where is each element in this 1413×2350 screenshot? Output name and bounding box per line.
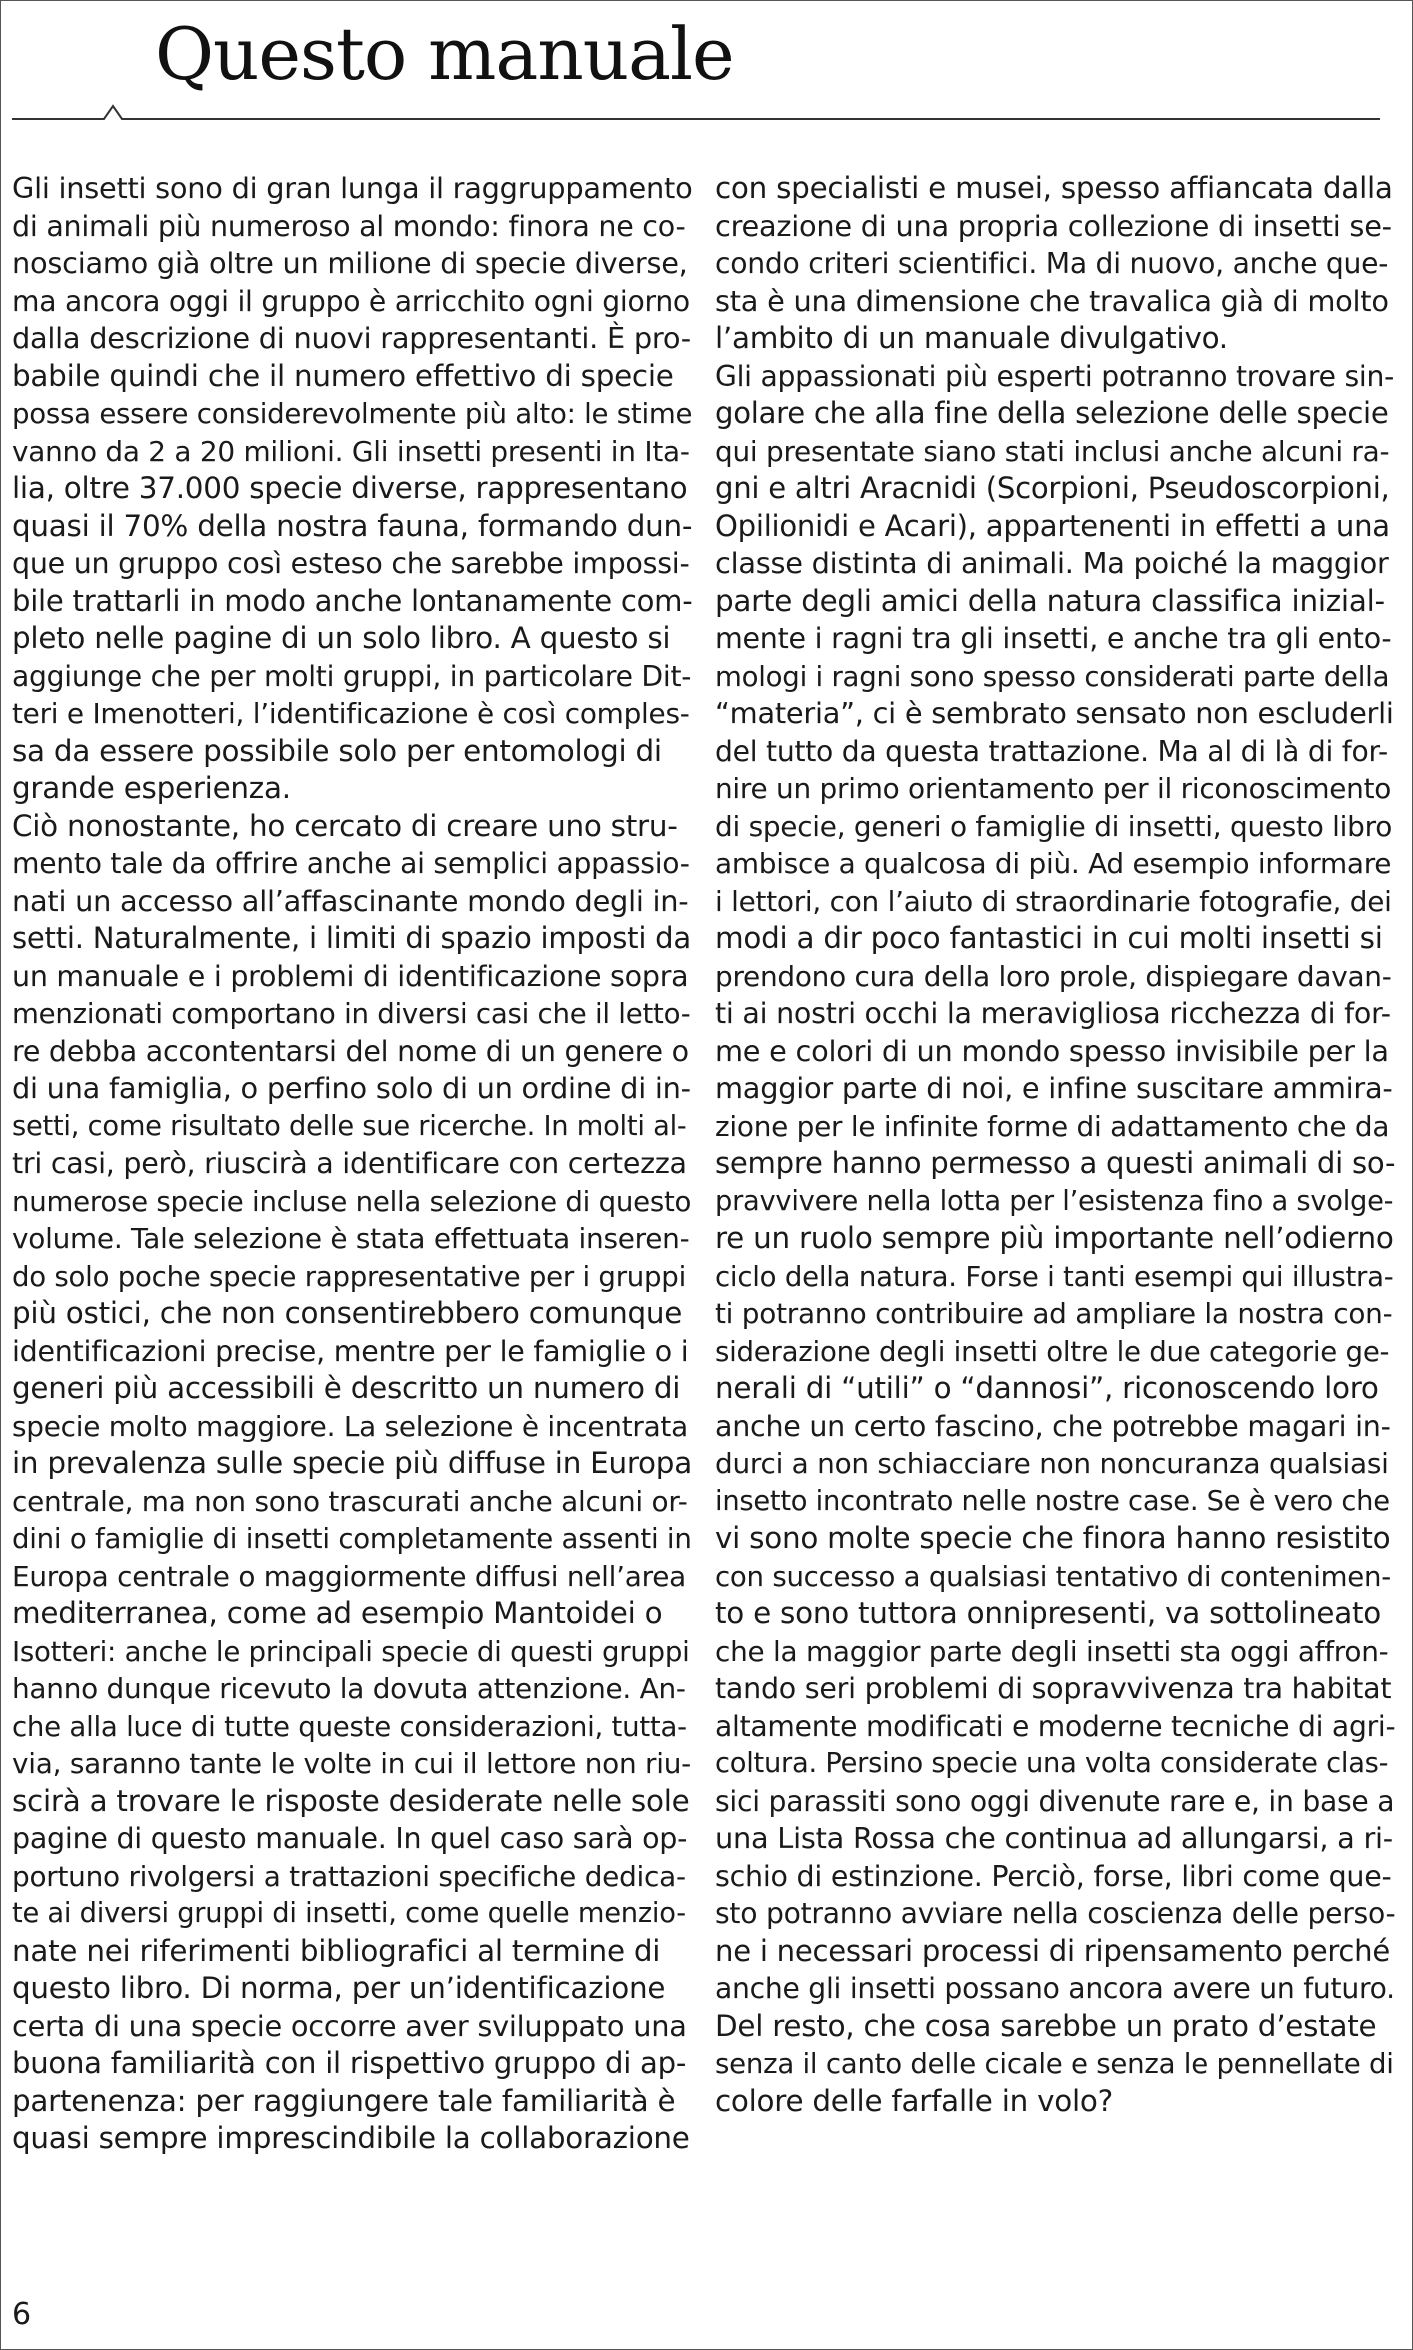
text-line: classe distinta di animali. Ma poiché la maggior: [715, 546, 1389, 580]
text-line: te ai diversi gruppi di insetti, come quelle menzio-: [12, 1898, 686, 1929]
text-line: bile trattarli in modo anche lontanamente com-: [12, 583, 693, 618]
text-line: Ciò nonostante, ho cercato di creare uno stru-: [12, 808, 678, 843]
text-line: tri casi, però, riuscirà a identificare con certezza: [12, 1147, 687, 1180]
text-line: re un ruolo sempre più importante nell’odierno: [715, 1221, 1394, 1255]
text-line: colore delle farfalle in volo?: [715, 2083, 1113, 2118]
text-line: sta è una dimensione che travalica già di molto: [715, 283, 1389, 318]
text-line: durci a non schiacciare non noncuranza qualsiasi: [715, 1447, 1389, 1480]
text-line: mologi i ragni sono spesso considerati parte della: [715, 659, 1390, 693]
text-line: Del resto, che cosa sarebbe un prato d’estate: [715, 2008, 1377, 2043]
text-line: via, saranno tante le volte in cui il lettore non riu-: [12, 1747, 691, 1780]
text-line: anche un certo fascino, che potrebbe magari in-: [715, 1409, 1391, 1443]
text-line: zione per le infinite forme di adattamento che da: [715, 1109, 1390, 1143]
text-line: sto potranno avviare nella coscienza delle perso-: [715, 1897, 1396, 1930]
text-line: mente i ragni tra gli insetti, e anche tra gli ento-: [715, 622, 1392, 655]
text-line: Opilionidi e Acari), appartenenti in effetti a una: [715, 508, 1390, 543]
text-line: una Lista Rossa che continua ad allungarsi, a ri-: [715, 1821, 1393, 1855]
text-line: i lettori, con l’aiuto di straordinarie fotografie, dei: [715, 884, 1392, 918]
text-line: grande esperienza.: [12, 771, 291, 805]
page-header: [0, 0, 1413, 140]
text-line: qui presentate siano stati inclusi anche alcuni ra-: [715, 434, 1390, 468]
text-line: hanno dunque ricevuto la dovuta attenzione. An-: [12, 1672, 686, 1705]
text-line: del tutto da questa trattazione. Ma al di là di for-: [715, 734, 1388, 768]
text-line: teri e Imenotteri, l’identificazione è così comples-: [12, 697, 690, 730]
text-line: schio di estinzione. Perciò, forse, libri come que-: [715, 1859, 1392, 1893]
text-line: di animali più numeroso al mondo: finora ne co-: [12, 209, 686, 243]
text-line: babile quindi che il numero effettivo di specie: [12, 358, 674, 393]
text-line: setti. Naturalmente, i limiti di spazio imposti da: [12, 921, 691, 955]
text-line: me e colori di un mondo spesso invisibile per la: [715, 1033, 1389, 1068]
text-line: con specialisti e musei, spesso affiancata dalla: [715, 171, 1393, 205]
text-line: vanno da 2 a 20 milioni. Gli insetti presenti in Ita-: [12, 434, 690, 468]
text-line: do solo poche specie rappresentative per i gruppi: [12, 1259, 686, 1293]
text-line: portuno rivolgersi a trattazioni specifiche dedica-: [12, 1859, 686, 1893]
text-column-right: [715, 170, 1395, 2120]
text-line: sa da essere possibile solo per entomologi di: [12, 733, 662, 768]
text-line: lia, oltre 37.000 specie diverse, rappresentano: [12, 471, 688, 505]
text-line: più ostici, che non consentirebbero comunque: [12, 1296, 683, 1330]
text-line: che la maggior parte degli insetti sta oggi affron-: [715, 1634, 1389, 1668]
text-line: parte degli amici della natura classifica inizial-: [715, 583, 1385, 618]
text-line: dalla descrizione di nuovi rappresentanti. È pro-: [12, 321, 691, 355]
text-line: to e sono tuttora onnipresenti, va sottolineato: [715, 1596, 1381, 1630]
text-line: specie molto maggiore. La selezione è incentrata: [12, 1409, 688, 1443]
text-line: senza il canto delle cicale e senza le pennellate di: [715, 2047, 1394, 2080]
text-line: di specie, generi o famiglie di insetti, questo libro: [715, 809, 1393, 843]
text-line: tando seri problemi di sopravvivenza tra habitat: [715, 1672, 1392, 1705]
text-line: che alla luce di tutte queste considerazioni, tutta-: [12, 1709, 687, 1743]
text-line: ne i necessari processi di ripensamento perché: [715, 1933, 1391, 1968]
text-line: setti, come risultato delle sue ricerche. In molti al-: [12, 1110, 687, 1142]
text-line: Isotteri: anche le principali specie di questi gruppi: [12, 1634, 690, 1668]
text-line: anche gli insetti possano ancora avere un futuro.: [715, 1972, 1395, 2005]
text-line: menzionati comportano in diversi casi che il letto-: [12, 997, 691, 1030]
text-line: con successo a qualsiasi tentativo di contenimen-: [715, 1559, 1391, 1593]
text-line: que un gruppo così esteso che sarebbe impossi-: [12, 547, 690, 580]
page-title: Questo manuale: [155, 12, 734, 96]
text-line: numerose specie incluse nella selezione di questo: [12, 1184, 692, 1218]
text-line: dini o famiglie di insetti completamente assenti in: [12, 1522, 692, 1555]
text-line: l’ambito di un manuale divulgativo.: [715, 321, 1228, 355]
text-line: centrale, ma non sono trascurati anche alcuni or-: [12, 1484, 688, 1518]
text-line: quasi sempre imprescindibile la collaborazione: [12, 2121, 690, 2155]
text-line: condo criteri scientifici. Ma di nuovo, anche que-: [715, 247, 1389, 280]
text-line: buona familiarità con il rispettivo gruppo di ap-: [12, 2046, 687, 2080]
text-line: possa essere considerevolmente più alto: le stime: [12, 397, 693, 430]
text-line: certa di una specie occorre aver sviluppato una: [12, 2008, 687, 2043]
text-line: generi più accessibili è descritto un numero di: [12, 1371, 681, 1405]
text-line: re debba accontentarsi del nome di un genere o: [12, 1034, 689, 1068]
text-line: sici parassiti sono oggi divenute rare e, in base a: [715, 1784, 1395, 1818]
text-line: un manuale e i problemi di identificazione sopra: [12, 959, 689, 993]
text-line: vi sono molte specie che finora hanno resistito: [715, 1521, 1391, 1555]
text-line: di una famiglia, o perfino solo di un ordine di in-: [12, 1071, 691, 1105]
text-line: siderazione degli insetti oltre le due categorie ge-: [715, 1334, 1390, 1368]
text-line: mento tale da offrire anche ai semplici appassio-: [12, 847, 690, 880]
text-line: “materia”, ci è sembrato sensato non escluderli: [715, 696, 1394, 730]
text-line: gni e altri Aracnidi (Scorpioni, Pseudoscorpioni,: [715, 471, 1390, 505]
text-line: creazione di una propria collezione di insetti se-: [715, 208, 1392, 243]
text-line: Europa centrale o maggiormente diffusi nell’area: [12, 1559, 686, 1593]
header-rule: [12, 98, 1382, 122]
text-line: volume. Tale selezione è stata effettuata inseren-: [12, 1222, 690, 1255]
text-line: nerali di “utili” o “dannosi”, riconoscendo loro: [715, 1371, 1379, 1405]
text-line: prendono cura della loro prole, dispiegare davan-: [715, 959, 1392, 993]
text-line: ti ai nostri occhi la meravigliosa ricchezza di for-: [715, 997, 1391, 1030]
text-line: pagine di questo manuale. In quel caso sarà op-: [12, 1822, 688, 1855]
text-line: quasi il 70% della nostra fauna, formando dun-: [12, 508, 693, 543]
page-number: 6: [12, 2297, 32, 2332]
text-line: nire un primo orientamento per il riconoscimento: [715, 772, 1392, 805]
text-line: pravvivere nella lotta per l’esistenza fino a svolge-: [715, 1185, 1394, 1217]
text-line: mediterranea, come ad esempio Mantoidei o: [12, 1596, 663, 1630]
text-line: coltura. Persino specie una volta considerate clas-: [715, 1748, 1389, 1779]
text-line: ma ancora oggi il gruppo è arricchito ogni giorno: [12, 284, 690, 318]
text-line: nati un accesso all’affascinante mondo degli in-: [12, 883, 689, 918]
text-line: ciclo della natura. Forse i tanti esempi qui illustra-: [715, 1259, 1394, 1293]
text-line: nosciamo già oltre un milione di specie diverse,: [12, 246, 688, 280]
text-line: altamente modificati e moderne tecniche di agri-: [715, 1709, 1396, 1743]
text-line: ambisce a qualcosa di più. Ad esempio informare: [715, 847, 1392, 880]
text-line: ti potranno contribuire ad ampliare la nostra con-: [715, 1297, 1393, 1330]
text-line: golare che alla fine della selezione delle specie: [715, 396, 1389, 430]
text-line: partenenza: per raggiungere tale familiarità è: [12, 2083, 676, 2118]
text-line: pleto nelle pagine di un solo libro. A questo si: [12, 621, 671, 655]
text-line: nate nei riferimenti bibliografici al termine di: [12, 1933, 661, 1968]
text-line: insetto incontrato nelle nostre case. Se è vero che: [715, 1485, 1390, 1517]
text-line: Gli appassionati più esperti potranno trovare sin-: [715, 359, 1395, 393]
text-column-left: [12, 170, 692, 2158]
text-line: aggiunge che per molti gruppi, in particolare Dit-: [12, 659, 692, 693]
text-line: questo libro. Di norma, per un’identificazione: [12, 1971, 666, 2005]
text-line: scirà a trovare le risposte desiderate nelle sole: [12, 1783, 690, 1818]
text-line: modi a dir poco fantastici in cui molti insetti si: [715, 921, 1383, 955]
text-line: maggior parte di noi, e infine suscitare ammira-: [715, 1071, 1393, 1105]
text-line: in prevalenza sulle specie più diffuse in Europa: [12, 1446, 692, 1480]
text-line: sempre hanno permesso a questi animali di so-: [715, 1146, 1396, 1180]
text-line: Gli insetti sono di gran lunga il raggruppamento: [12, 171, 693, 205]
text-line: identificazioni precise, mentre per le famiglie o i: [12, 1334, 689, 1368]
